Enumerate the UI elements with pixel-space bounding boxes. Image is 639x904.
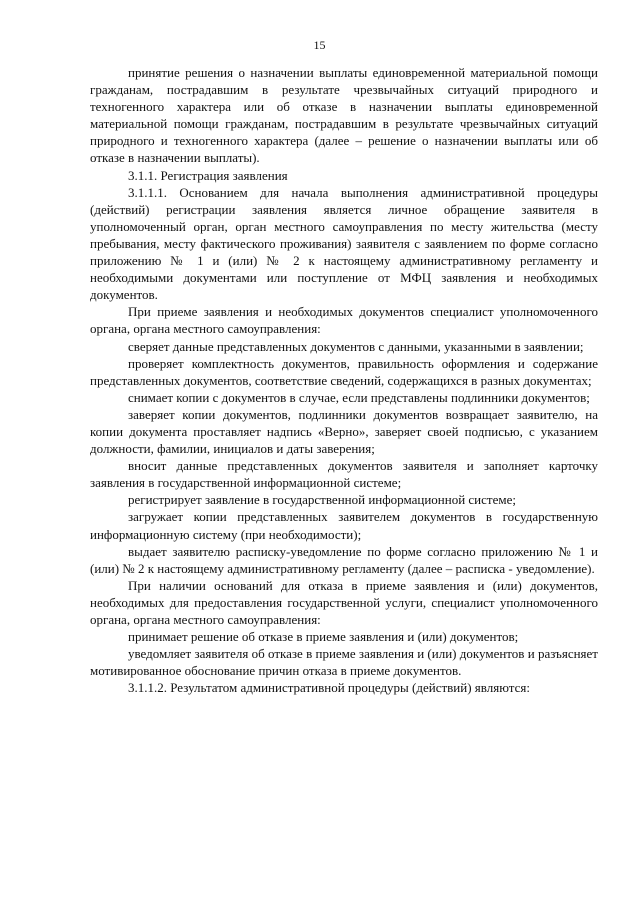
list-item-certify-copies: заверяет копии документов, подлинники документов возвращает заявителю, на копии документа проставляет надпись «Верно», заверяет своей подписью, с указанием должности, фамилии, инициалов и даты заверения; <box>90 406 598 457</box>
list-item-upload-copies: загружает копии представленных заявителем документов в государственную информационную систему (при необходимости); <box>90 509 598 542</box>
list-item-refusal-decision: принимает решение об отказе в приеме заявления и (или) документов; <box>128 629 519 645</box>
document-body <box>90 64 598 696</box>
list-item-issue-receipt: выдает заявителю расписку-уведомление по форме согласно приложению № 1 и (или) № 2 к настоящему административному регламенту (далее – расписка - уведомление). <box>90 543 598 576</box>
list-item-register-application: регистрирует заявление в государственной информационной системе; <box>128 492 516 508</box>
list-item-notify-refusal: уведомляет заявителя об отказе в приеме заявления и (или) документов и разъясняет мотивированное обоснование причин отказа в приеме документов. <box>90 646 598 679</box>
paragraph-specialist-intro: При приеме заявления и необходимых документов специалист уполномоченного органа, органа местного самоуправления: <box>90 304 598 337</box>
list-item-make-copies: снимает копии с документов в случае, если представлены подлинники документов; <box>128 389 590 405</box>
list-item-verify-data: сверяет данные представленных документов с данными, указанными в заявлении; <box>128 338 584 354</box>
section-heading-registration: 3.1.1. Регистрация заявления <box>128 167 288 183</box>
list-item-enter-data: вносит данные представленных документов заявителя и заполняет карточку заявления в государственной информационной системе; <box>90 458 598 491</box>
paragraph-decision: принятие решения о назначении выплаты единовременной материальной помощи гражданам, пострадавшим в результате чрезвычайных ситуаций природного и техногенного характера или об отказе в назначении выплаты единовременной материальной помощи гражданам, пострадавшим в результате чрезвычайных ситуаций природного и техногенного характера (далее – решение о назначении выплаты или об отказе в назначении выплаты). <box>90 65 598 166</box>
page-number: 15 <box>313 38 326 52</box>
paragraph-3-1-1-2: 3.1.1.2. Результатом административной процедуры (действий) являются: <box>128 680 530 696</box>
paragraph-refusal-grounds: При наличии оснований для отказа в приеме заявления и (или) документов, необходимых для предоставления государственной услуги, специалист уполномоченного органа, органа местного самоуправления: <box>90 577 598 627</box>
paragraph-3-1-1-1: 3.1.1.1. Основанием для начала выполнения административной процедуры (действий) регистрации заявления является личное обращение заявителя в уполномоченный орган, орган местного самоуправления по месту жительства (месту пребывания, месту фактического проживания) заявителя с заявлением по форме согласно приложению № 1 и (или) № 2 к настоящему административному регламенту и необходимыми документами или поступление от МФЦ заявления и необходимых документов. <box>90 184 598 303</box>
list-item-check-completeness: проверяет комплектность документов, правильность оформления и содержание представленных документов, соответствие сведений, содержащихся в разных документах; <box>90 355 598 388</box>
